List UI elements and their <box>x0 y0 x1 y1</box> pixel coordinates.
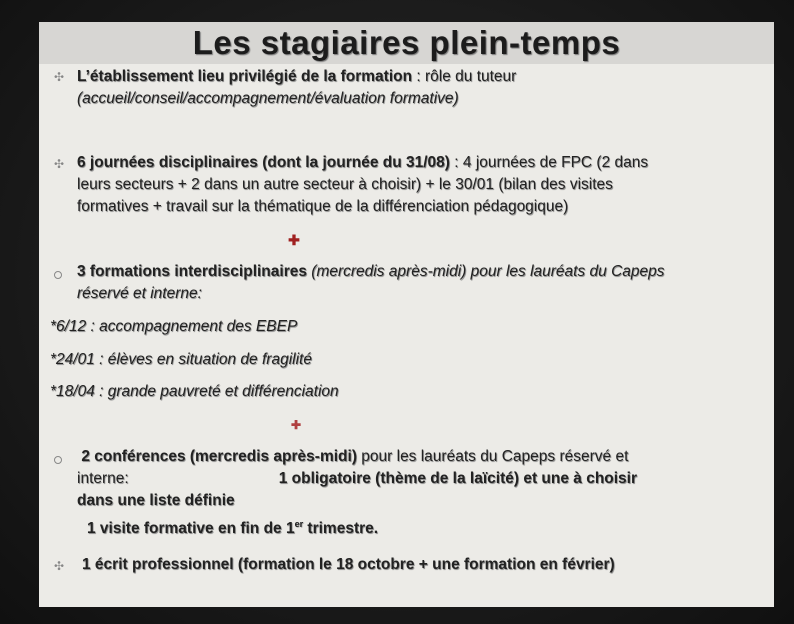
visite-post: trimestre. <box>303 520 379 537</box>
item-conferences-line2a: interne: <box>77 470 129 487</box>
sub-item-pauvrete: *18/04 : grande pauvreté et différenciation <box>50 383 339 400</box>
item-etablissement-rest: : rôle du tuteur <box>412 68 517 85</box>
cross-bullet-icon: ✣ <box>53 559 65 573</box>
circle-bullet-icon <box>54 271 62 279</box>
item-journees <box>77 152 648 218</box>
item-journees-line3: formatives + travail sur la thématique de la différenciation pédagogique) <box>77 198 569 215</box>
item-formations-bold: 3 formations interdisciplinaires <box>77 263 307 280</box>
item-ecrit: 1 écrit professionnel (formation le 18 octobre + une formation en février) <box>82 556 615 573</box>
item-conferences <box>77 446 637 512</box>
item-etablissement <box>77 66 516 110</box>
item-formations-rest: (mercredis après-midi) pour les lauréats du Capeps <box>306 263 665 280</box>
circle-bullet-icon <box>54 456 62 464</box>
sub-item-fragilite: *24/01 : élèves en situation de fragilité <box>50 351 312 368</box>
item-formations <box>77 261 665 305</box>
item-conferences-line3: dans une liste définie <box>77 492 235 509</box>
item-etablissement-bold: L’établissement lieu privilégié de la formation <box>77 68 413 85</box>
sub-item-ebep: *6/12 : accompagnement des EBEP <box>50 318 298 335</box>
item-etablissement-line2: (accueil/conseil/accompagnement/évaluation formative) <box>77 90 459 107</box>
item-formations-line2: réservé et interne: <box>77 285 202 302</box>
cross-bullet-icon: ✣ <box>53 70 65 84</box>
visite-sup: er <box>294 518 304 529</box>
item-conferences-line2b: 1 obligatoire (thème de la laïcité) et une à choisir <box>278 470 638 487</box>
item-conferences-rest: pour les lauréats du Capeps réservé et <box>356 448 629 465</box>
item-journees-line2: leurs secteurs + 2 dans un autre secteur à choisir) + le 30/01 (bilan des visites <box>77 176 613 193</box>
visite-pre: 1 visite formative en fin de 1 <box>87 520 295 537</box>
slide <box>39 22 774 607</box>
visite-formative <box>87 518 378 540</box>
slide-title: Les stagiaires plein-temps <box>192 24 621 61</box>
separator-plus-icon: ✚ <box>290 418 302 432</box>
item-journees-rest: : 4 journées de FPC (2 dans <box>449 154 649 171</box>
cross-bullet-icon: ✣ <box>53 157 65 171</box>
separator-plus-icon: ✚ <box>288 232 300 248</box>
item-journees-bold: 6 journées disciplinaires (dont la journée du 31/08) <box>77 154 450 171</box>
item-conferences-bold: 2 conférences (mercredis après-midi) <box>81 448 357 465</box>
